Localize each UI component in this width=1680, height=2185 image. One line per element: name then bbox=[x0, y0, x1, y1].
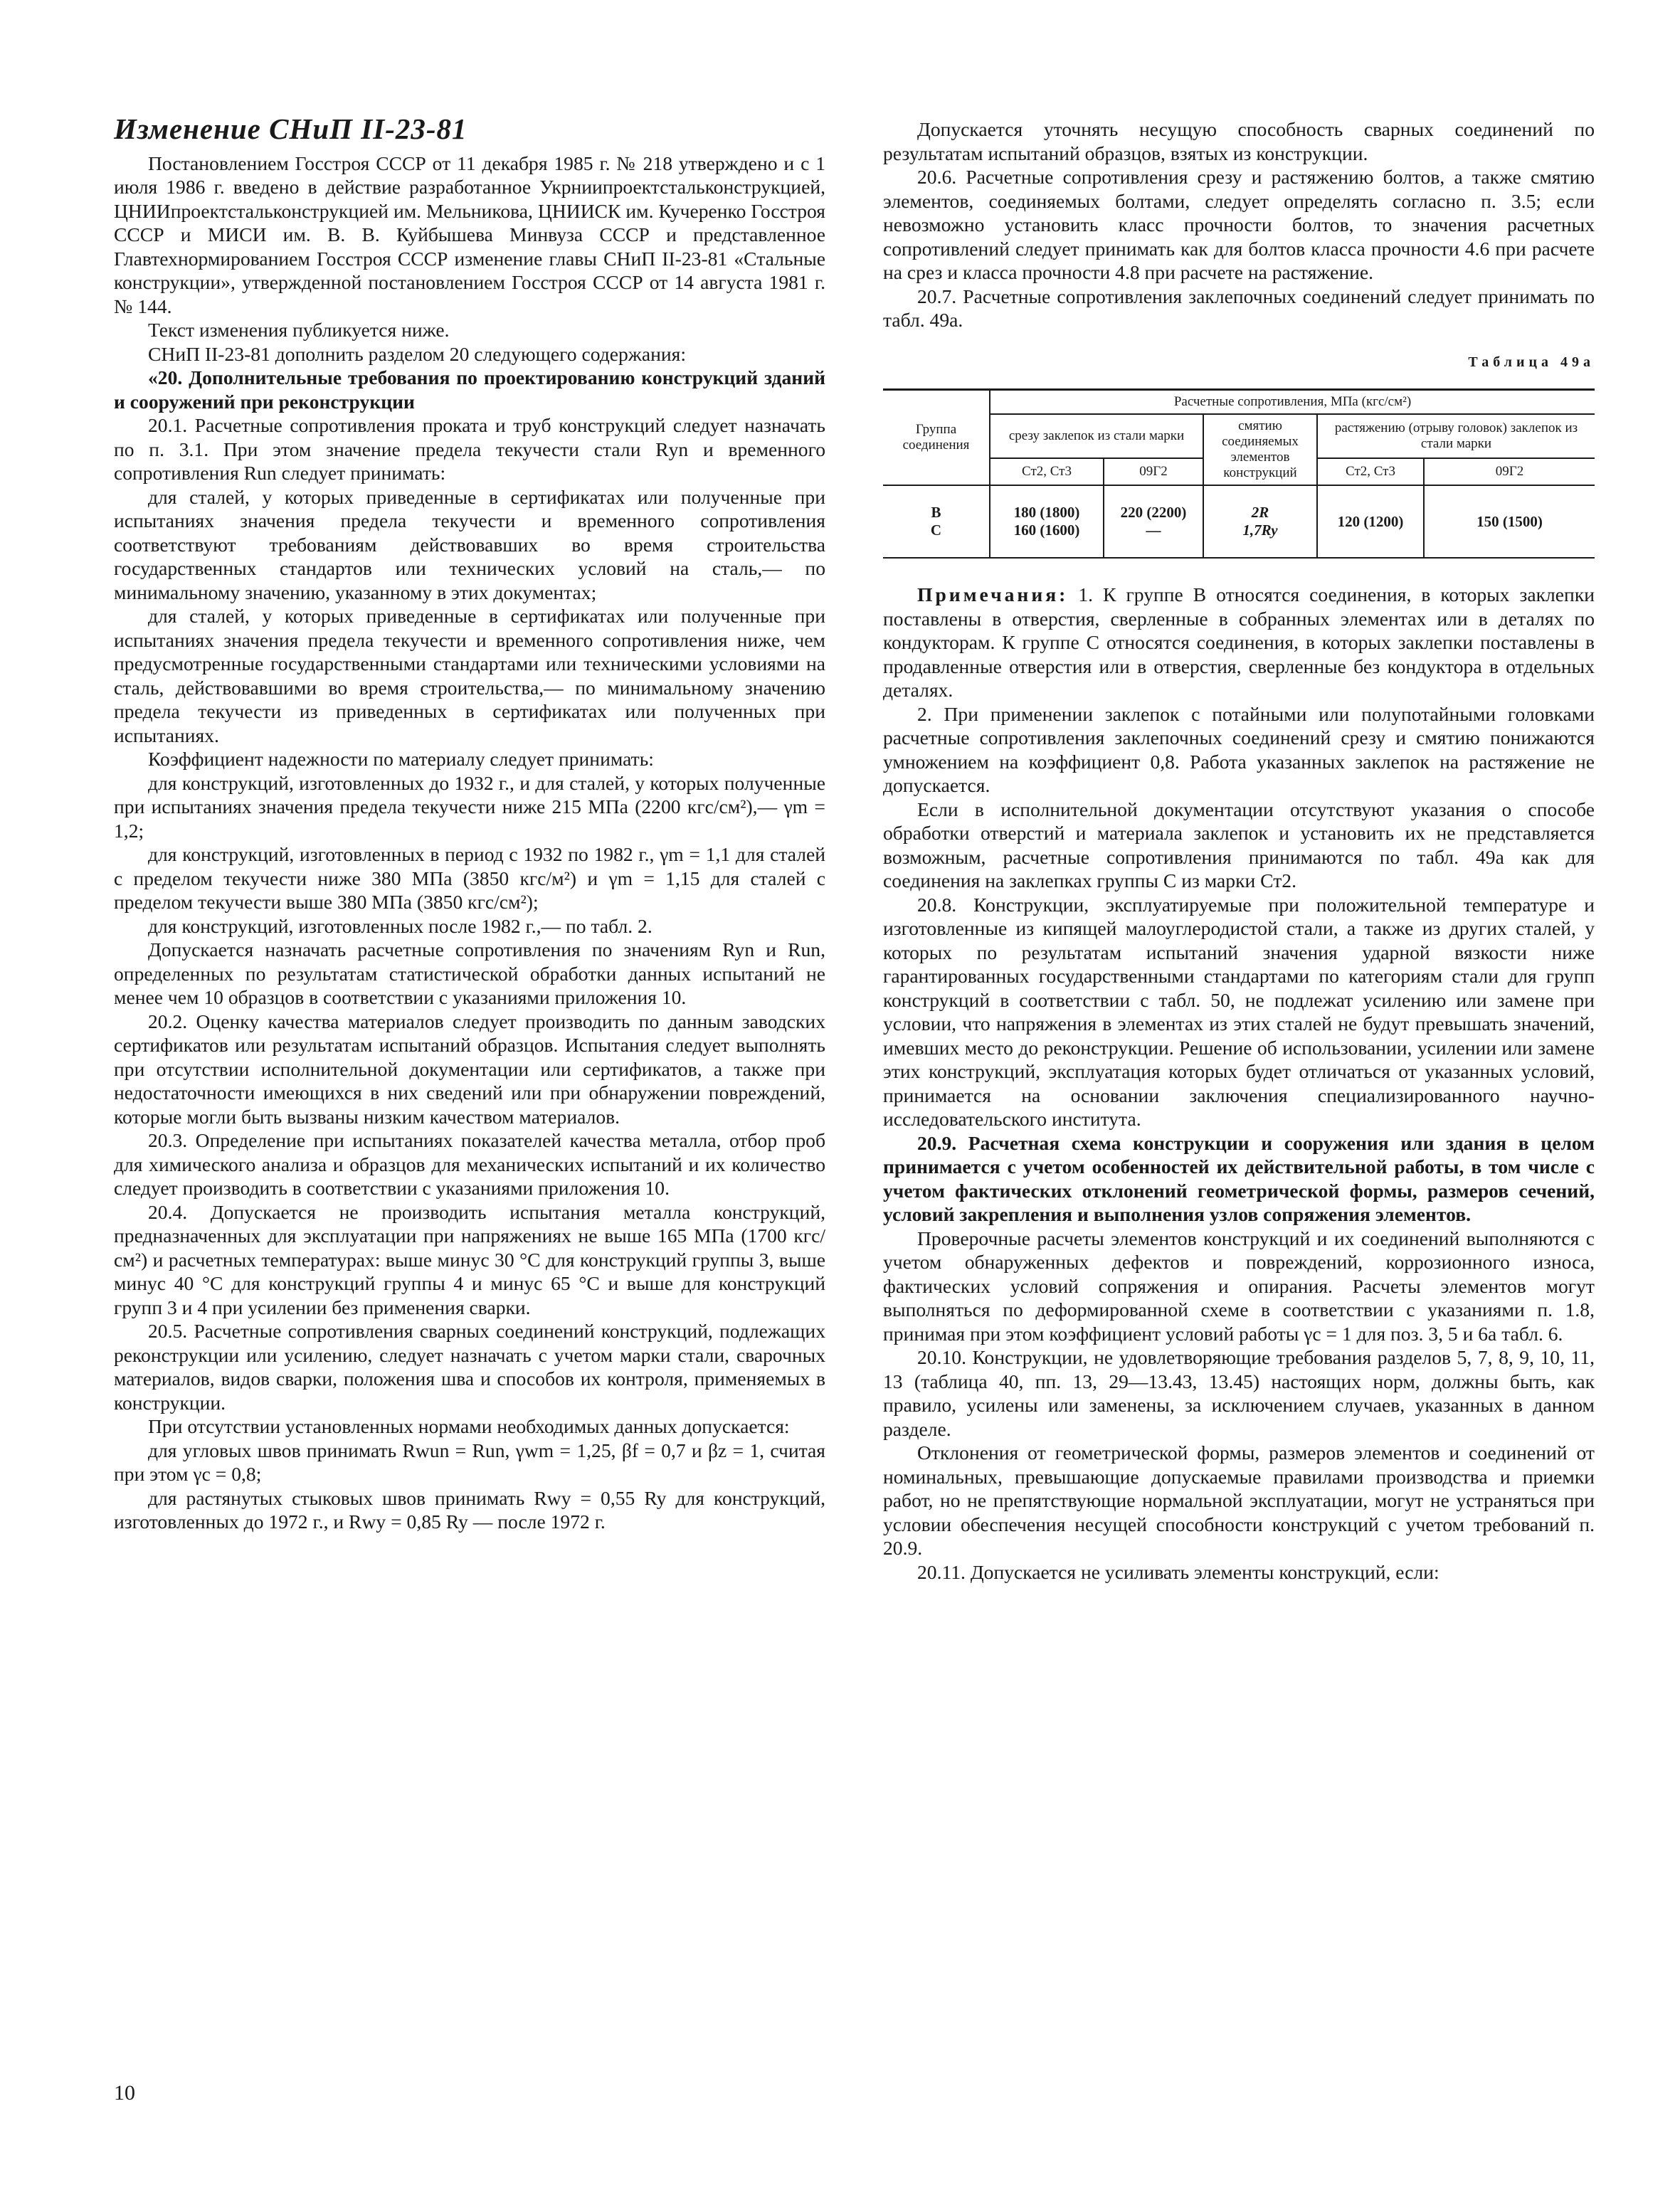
paragraph: 2. При применении заклепок с потайными или полупотайными головками расчетные сопротивления заклепочных соединений срезу и смятию понижаются умножением на коэффициент 0,8. Работа указанных заклепок на растяжение не допускается. bbox=[883, 702, 1595, 796]
paragraph: 20.3. Определение при испытаниях показателей качества металла, отбор проб для химического анализа и образцов для механических испытаний и их количество следует производить в соответствии с указаниями приложения 10. bbox=[114, 1129, 825, 1199]
paragraph: 20.10. Конструкции, не удовлетворяющие требования разделов 5, 7, 8, 9, 10, 11, 13 (таблица 40, пп. 13, 29—13.43, 13.45) настоящих норм, должны быть, как правило, усилены или заменены, за исключением случаев, указанных в данном разделе. bbox=[883, 1346, 1595, 1440]
table-header-main: Расчетные сопротивления, МПа (кгс/см²) bbox=[990, 390, 1595, 415]
table-header-group: Группа соединения bbox=[883, 390, 990, 486]
document-title: Изменение СНиП II-23-81 bbox=[114, 112, 467, 145]
paragraph: для растянутых стыковых швов принимать Rwy = 0,55 Ry для конструкций, изготовленных до 1972 г., и Rwy = 0,85 Ry — после 1972 г. bbox=[114, 1486, 825, 1533]
paragraph: Коэффициент надежности по материалу следует принимать: bbox=[148, 748, 654, 770]
paragraph: 20.2. Оценку качества материалов следует производить по данным заводских сертификатов или результатам испытаний образцов. Испытания следует выполнять при отсутствии исполнительной документации или сертификатов, а также при недостаточности имеющихся в них сведений или при обнаружении повреждений, которые могли быть вызваны низким качеством материалов. bbox=[114, 1010, 825, 1128]
paragraph: 20.5. Расчетные сопротивления сварных соединений конструкций, подлежащих реконструкции или усилению, следует назначать с учетом марки стали, сварочных материалов, видов сварки, положения шва и способов их контроля, применяемых в конструкции. bbox=[114, 1320, 825, 1414]
paragraph: Текст изменения публикуется ниже. bbox=[148, 319, 450, 341]
paragraph: СНиП II-23-81 дополнить разделом 20 следующего содержания: bbox=[148, 342, 686, 365]
paragraph: 20.1. Расчетные сопротивления проката и труб конструкций следует назначать по п. 3.1. При этом значение предела текучести стали Rуn и временного сопротивления Run следует принимать: bbox=[114, 414, 825, 484]
paragraph: для угловых швов принимать Rwun = Run, γwm = 1,25, βf = 0,7 и βz = 1, считая при этом γc = 0,8; bbox=[114, 1439, 825, 1485]
paragraph: Отклонения от геометрической формы, размеров элементов и соединений от номинальных, превышающие допускаемые правилами производства и приемки работ, но не препятствующие нормальной эксплуатации, могут не устраняться при условии обеспечения несущей способности конструкций с учетом требований п. 20.9. bbox=[883, 1441, 1595, 1559]
paragraph: При отсутствии установленных нормами необходимых данных допускается: bbox=[148, 1415, 790, 1437]
right-column bbox=[883, 117, 1595, 1584]
paragraph: 20.8. Конструкции, эксплуатируемые при положительной температуре и изготовленные из кипящей малоуглеродистой стали, а также из других сталей, у которых по результатам испытаний значения ударной вязкости ниже гарантированных государственными стандартами по категориям стали для групп конструкций в соответствии с табл. 50, не подлежат усилению или замене при условии, что напряжения в элементах из этих сталей не будут превышать значений, имевших место до реконструкции. Решение об использовании, усилении или замене этих конструкций, эксплуатация которых будет отличаться от указанных условий, принимается на основании заключения специализированного научно-исследовательского института. bbox=[883, 893, 1595, 1130]
table-note-1 bbox=[883, 583, 1595, 702]
table-header-steel: 09Г2 bbox=[1424, 458, 1595, 485]
table-49a bbox=[883, 388, 1595, 559]
paragraph: 20.9. Расчетная схема конструкции и сооружения или здания в целом принимается с учетом особенностей их действительной работы, в том числе с учетом фактических отклонений геометрической формы, размеров сечений, условий закрепления и выполнения узлов сопряжения элементов. bbox=[883, 1131, 1595, 1225]
table-label: Таблица 49а bbox=[1468, 354, 1595, 370]
two-column-body bbox=[114, 112, 1595, 1584]
paragraph: 20.6. Расчетные сопротивления срезу и растяжению болтов, а также смятию элементов, соединяемых болтами, следует определять согласно п. 3.5; если невозможно установить класс прочности болтов, то значения расчетных сопротивлений следует принимать как для болтов класса прочности 4.6 при расчете на срез и класса прочности 4.8 при расчете на растяжение. bbox=[883, 166, 1595, 283]
page-number: 10 bbox=[114, 2081, 135, 2105]
table-cell: 220 (2200) — bbox=[1104, 485, 1203, 558]
table-header-shear: срезу заклепок из стали марки bbox=[990, 414, 1203, 458]
table-header-steel: Ст2, Ст3 bbox=[990, 458, 1104, 485]
paragraph: для конструкций, изготовленных до 1932 г., и для сталей, у которых полученные при испытаниях значения предела текучести ниже 215 МПа (2200 кгс/см²),— γm = 1,2; bbox=[114, 771, 825, 842]
paragraph: 20.7. Расчетные сопротивления заклепочных соединений следует принимать по табл. 49а. bbox=[883, 285, 1595, 331]
note-text: 1. К группе В относятся соединения, в которых заклепки поставлены в отверстия, сверленные в собранных элементах или в деталях по кондукторам. К группе С относятся соединения, в которых заклепки поставлены в продавленные отверстия или в отверстия, сверленные без кондуктора в отдельных деталях. bbox=[883, 583, 1595, 701]
section-heading: «20. Дополнительные требования по проектированию конструкций зданий и сооружений при реконструкции bbox=[114, 366, 825, 413]
paragraph: Допускается назначать расчетные сопротивления по значениям Ryn и Run, определенных по результатам статистической обработки данных испытаний не менее чем 10 образцов в соответствии с указаниями приложения 10. bbox=[114, 938, 825, 1008]
table-header-steel: Ст2, Ст3 bbox=[1317, 458, 1424, 485]
notes-label: Примечания: bbox=[917, 583, 1069, 605]
paragraph: 20.4. Допускается не производить испытания металла конструкций, предназначенных для эксплуатации при напряжениях не выше 165 МПа (1700 кгс/см²) и расчетных температурах: выше минус 30 °С для конструкций группы 3, выше минус 40 °С для конструкций группы 4 и минус 65 °С и выше для конструкций групп 3 и 4 при усилении без применения сварки. bbox=[114, 1200, 825, 1318]
table-header-tension: растяжению (отрыву головок) заклепок из стали марки bbox=[1317, 414, 1595, 458]
left-column bbox=[114, 112, 825, 1584]
paragraph: для конструкций, изготовленных в период с 1932 по 1982 г., γm = 1,1 для сталей с пределом текучести ниже 380 МПа (3850 кгс/м²) и γm = 1,15 для сталей с пределом текучести выше 380 МПа (3850 кгс/см²); bbox=[114, 843, 825, 913]
paragraph: для сталей, у которых приведенные в сертификатах или полученные при испытаниях значения предела текучести и временного сопротивления соответствуют требованиям действовавших во время строительства государственных стандартов или технических условий на сталь,— по минимальному значению, указанному в этих документах; bbox=[114, 485, 825, 603]
table-cell: 120 (1200) bbox=[1317, 485, 1424, 558]
paragraph: 20.11. Допускается не усиливать элементы конструкций, если: bbox=[917, 1560, 1439, 1583]
table-cell: 180 (1800) 160 (1600) bbox=[990, 485, 1104, 558]
paragraph: для сталей, у которых приведенные в сертификатах или полученные при испытаниях значения предела текучести и временного сопротивления ниже, чем предусмотренные государственными стандартами или техническими условиями на сталь, действовавшими во время строительства,— по минимальному значению предела текучести из приведенных в сертификатах или полученных при испытаниях. bbox=[114, 605, 825, 746]
paragraph: Допускается уточнять несущую способность сварных соединений по результатам испытаний образцов, взятых из конструкции. bbox=[883, 118, 1595, 164]
table-cell-groups: В С bbox=[883, 485, 990, 558]
paragraph: Постановлением Госстроя СССР от 11 декабря 1985 г. № 218 утверждено и с 1 июля 1986 г. введено в действие разработанное Укрниипроектстальконструкцией, ЦНИИпроектстальконструкцией им. Мельникова, ЦНИИСК им. Кучеренко Госстроя СССР и МИСИ им. В. В. Куйбышева Минвуза СССР и представленное Главтехнормированием Госстроя СССР изменение главы СНиП II-23-81 «Стальные конструкции», утвержденной постановлением Госстроя СССР от 14 августа 1981 г. № 144. bbox=[114, 152, 825, 317]
table-cell: 2R 1,7Ry bbox=[1203, 485, 1317, 558]
table-header-steel: 09Г2 bbox=[1104, 458, 1203, 485]
paragraph: Проверочные расчеты элементов конструкций и их соединений выполняются с учетом обнаруженных дефектов и повреждений, коррозионного износа, фактических условий сопряжения и опирания. Расчеты элементов могут выполняться по деформированной схеме в соответствии с указаниями п. 1.8, принимая при этом коэффициент условий работы γc = 1 для поз. 3, 5 и 6а табл. 6. bbox=[883, 1227, 1595, 1345]
paragraph: для конструкций, изготовленных после 1982 г.,— по табл. 2. bbox=[148, 914, 653, 937]
table-cell: 150 (1500) bbox=[1424, 485, 1595, 558]
table-header-bearing: смятию соединяемых элементов конструкций bbox=[1203, 414, 1317, 485]
paragraph: Если в исполнительной документации отсутствуют указания о способе обработки отверстий и материала заклепок и установить их не представляется возможным, расчетные сопротивления принимаются по табл. 49а как для соединения на заклепках группы С из марки Ст2. bbox=[883, 798, 1595, 892]
